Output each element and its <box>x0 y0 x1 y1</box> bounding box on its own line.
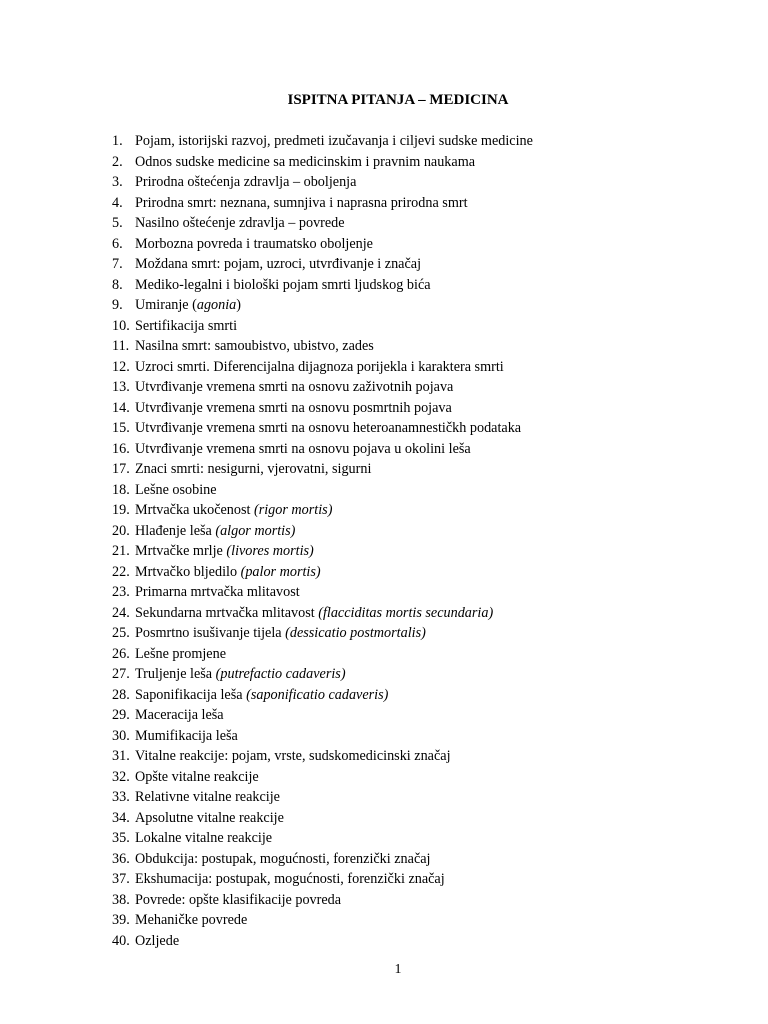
question-number: 11. <box>112 338 130 354</box>
question-item <box>112 726 533 747</box>
question-item <box>112 480 533 501</box>
question-item <box>112 213 533 234</box>
question-item <box>112 685 533 706</box>
question-item <box>112 398 533 419</box>
question-text: Utvrđivanje vremena smrti na osnovu pojava u okolini leša <box>135 440 471 457</box>
question-item <box>112 172 533 193</box>
question-number: 7. <box>112 256 123 272</box>
question-number: 18. <box>112 481 130 498</box>
question-item <box>112 377 533 398</box>
question-text: Uzroci smrti. Diferencijalna dijagnoza porijekla i karaktera smrti <box>135 358 504 375</box>
question-text: Mrtvačko bljedilo <box>135 563 241 580</box>
question-item <box>112 562 533 583</box>
question-number: 37. <box>112 871 130 887</box>
question-latin-term: (algor mortis) <box>215 522 296 539</box>
question-text: Posmrtno isušivanje tijela <box>135 625 286 641</box>
question-item <box>112 541 533 562</box>
question-text: Truljenje leša <box>135 666 216 682</box>
question-item <box>112 275 533 296</box>
question-text-suffix: ) <box>236 297 242 313</box>
question-number: 36. <box>112 850 130 867</box>
question-text: Mrtvačke mrlje <box>135 543 227 559</box>
question-item <box>112 787 533 808</box>
question-latin-term: (rigor mortis) <box>253 502 333 518</box>
question-text: Obdukcija: postupak, mogućnosti, forenzički značaj <box>135 850 431 867</box>
question-item <box>112 664 533 685</box>
question-number: 21. <box>112 543 130 559</box>
question-number: 2. <box>112 153 123 170</box>
question-text: Utvrđivanje vremena smrti na osnovu posmrtnih pojava <box>135 399 452 416</box>
question-item <box>112 582 533 603</box>
question-text: Sertifikacija smrti <box>135 317 238 334</box>
question-number: 9. <box>112 297 123 313</box>
question-text: Pojam, istorijski razvoj, predmeti izučavanja i ciljevi sudske medicine <box>135 133 533 149</box>
question-item <box>112 418 533 439</box>
question-text: Prirodna smrt: neznana, sumnjiva i naprasna prirodna smrt <box>135 194 468 211</box>
question-text: Mehaničke povrede <box>135 912 248 928</box>
question-item <box>112 644 533 665</box>
question-number: 17. <box>112 461 130 477</box>
question-number: 28. <box>112 686 130 703</box>
question-text: Apsolutne vitalne reakcije <box>135 809 284 826</box>
question-item <box>112 152 533 173</box>
question-number: 10. <box>112 317 130 334</box>
question-latin-term: (livores mortis) <box>226 543 314 559</box>
question-number: 8. <box>112 276 123 293</box>
page-title: ISPITNA PITANJA – MEDICINA <box>287 92 509 108</box>
question-text: Mrtvačka ukočenost <box>135 502 254 518</box>
question-item <box>112 295 533 316</box>
question-number: 32. <box>112 768 130 785</box>
question-latin-term: (putrefactio cadaveris) <box>215 666 346 682</box>
question-number: 14. <box>112 399 130 416</box>
question-number: 16. <box>112 440 130 457</box>
question-item <box>112 623 533 644</box>
question-text: Saponifikacija leša <box>135 686 247 703</box>
question-number: 23. <box>112 584 130 600</box>
question-number: 35. <box>112 830 130 846</box>
question-text: Ozljede <box>135 932 180 949</box>
question-text: Utvrđivanje vremena smrti na osnovu heteroanamnestičkh podataka <box>135 420 522 436</box>
question-item <box>112 254 533 275</box>
page-number: 1 <box>394 962 402 977</box>
question-item <box>112 193 533 214</box>
question-number: 40. <box>112 932 130 949</box>
question-item <box>112 746 533 767</box>
question-text: Znaci smrti: nesigurni, vjerovatni, sigurni <box>135 461 372 477</box>
question-number: 22. <box>112 563 130 580</box>
question-item <box>112 603 533 624</box>
question-latin-term: (flacciditas mortis secundaria) <box>318 604 494 621</box>
question-latin-term: agonia <box>196 297 237 313</box>
question-number: 12. <box>112 358 130 375</box>
question-number: 1. <box>112 133 123 149</box>
question-latin-term: (saponificatio cadaveris) <box>246 686 389 703</box>
question-item <box>112 439 533 460</box>
question-item <box>112 316 533 337</box>
question-text: Mediko-legalni i biološki pojam smrti ljudskog bića <box>135 276 431 293</box>
question-text: Odnos sudske medicine sa medicinskim i pravnim naukama <box>135 153 476 170</box>
question-number: 34. <box>112 809 130 826</box>
question-number: 29. <box>112 707 130 723</box>
question-number: 4. <box>112 194 123 211</box>
question-item <box>112 808 533 829</box>
question-item <box>112 849 533 870</box>
question-number: 33. <box>112 789 130 805</box>
question-number: 26. <box>112 645 130 662</box>
question-text: Ekshumacija: postupak, mogućnosti, forenzički značaj <box>135 871 445 887</box>
question-item <box>112 931 533 952</box>
question-text: Moždana smrt: pojam, uzroci, utvrđivanje i značaj <box>135 256 422 272</box>
question-number: 13. <box>112 379 130 395</box>
question-item <box>112 336 533 357</box>
question-text: Mumifikacija leša <box>135 727 238 744</box>
question-text: Umiranje ( <box>135 297 197 313</box>
question-number: 5. <box>112 215 123 231</box>
question-item <box>112 500 533 521</box>
question-text: Nasilna smrt: samoubistvo, ubistvo, zades <box>135 338 374 354</box>
question-item <box>112 828 533 849</box>
question-number: 3. <box>112 174 123 190</box>
question-number: 31. <box>112 748 130 764</box>
question-number: 19. <box>112 502 130 518</box>
question-item <box>112 234 533 255</box>
question-text: Sekundarna mrtvačka mlitavost <box>135 604 319 621</box>
question-number: 20. <box>112 522 130 539</box>
question-text: Primarna mrtvačka mlitavost <box>135 584 300 600</box>
question-number: 39. <box>112 912 130 928</box>
question-text: Vitalne reakcije: pojam, vrste, sudskomedicinski značaj <box>135 748 451 764</box>
question-text: Opšte vitalne reakcije <box>135 768 259 785</box>
question-text: Povrede: opšte klasifikacije povreda <box>135 891 342 908</box>
question-item <box>112 767 533 788</box>
question-text: Nasilno oštećenje zdravlja – povrede <box>135 215 345 231</box>
question-text: Utvrđivanje vremena smrti na osnovu zaživotnih pojava <box>135 379 454 395</box>
question-text: Lešne promjene <box>135 645 226 662</box>
question-text: Relativne vitalne reakcije <box>135 789 280 805</box>
question-text: Prirodna oštećenja zdravlja – oboljenja <box>135 174 357 190</box>
question-text: Lokalne vitalne reakcije <box>135 830 273 846</box>
question-item <box>112 131 533 152</box>
question-number: 25. <box>112 625 130 641</box>
question-number: 38. <box>112 891 130 908</box>
question-item <box>112 459 533 480</box>
question-number: 27. <box>112 666 130 682</box>
question-text: Lešne osobine <box>135 481 217 498</box>
question-text: Maceracija leša <box>135 707 224 723</box>
question-number: 30. <box>112 727 130 744</box>
question-item <box>112 357 533 378</box>
question-item <box>112 890 533 911</box>
question-latin-term: (dessicatio postmortalis) <box>285 625 426 641</box>
question-number: 24. <box>112 604 130 621</box>
question-item <box>112 910 533 931</box>
question-item <box>112 705 533 726</box>
question-text: Hlađenje leša <box>135 522 216 539</box>
question-latin-term: (palor mortis) <box>240 563 321 580</box>
question-number: 15. <box>112 420 130 436</box>
question-item <box>112 869 533 890</box>
question-item <box>112 521 533 542</box>
question-text: Morbozna povreda i traumatsko oboljenje <box>135 235 373 252</box>
question-list <box>112 131 533 951</box>
question-number: 6. <box>112 235 123 252</box>
